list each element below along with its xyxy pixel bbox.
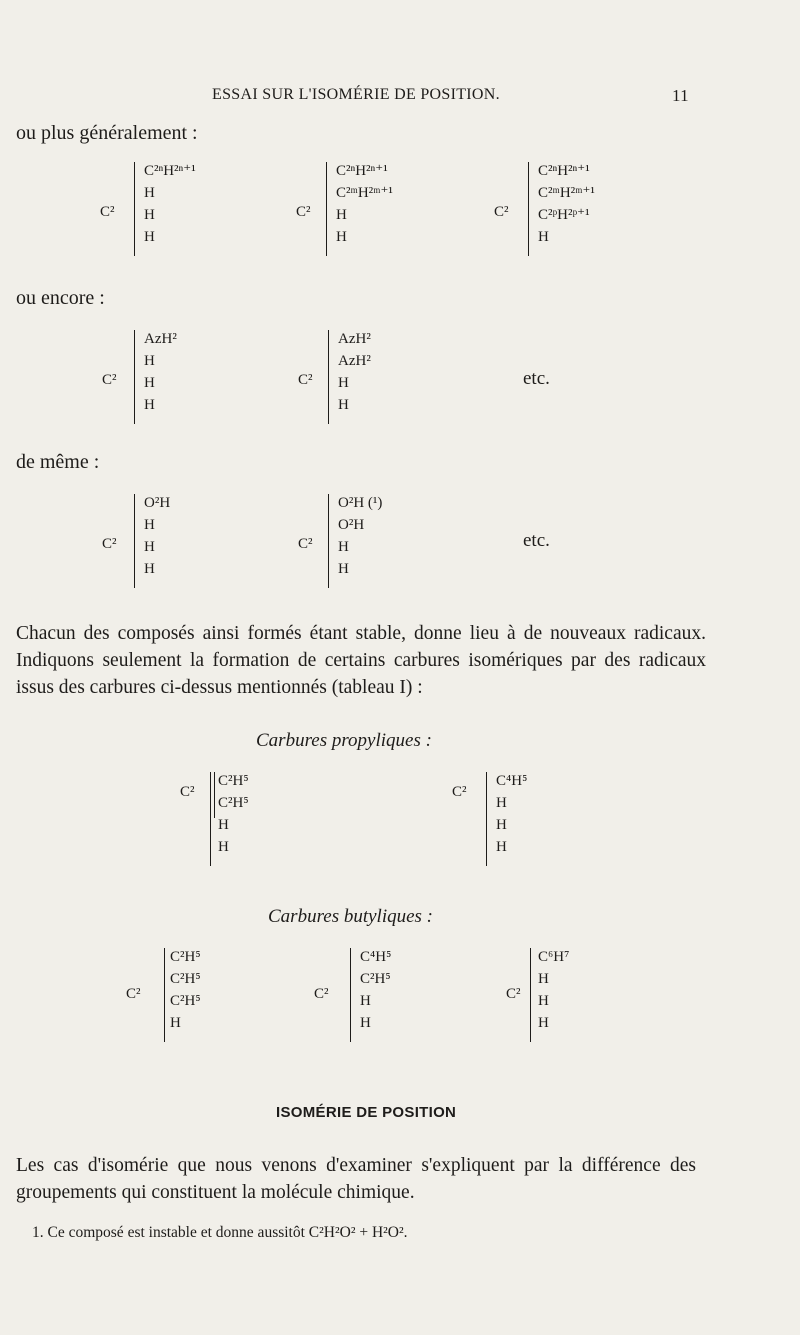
formula-rows (144, 492, 170, 580)
formula-bracket (210, 772, 211, 866)
formula-bracket-inner (214, 772, 215, 818)
formula-row: H (336, 229, 347, 245)
formula-row: C²ᵐH²ᵐ⁺¹ (538, 185, 595, 201)
formula-rows (170, 946, 201, 1034)
running-header (0, 86, 800, 110)
formula-rows (338, 492, 382, 580)
carbon-prefix: C² (494, 204, 509, 220)
formula-row: H (144, 517, 155, 533)
formula-bracket (530, 948, 531, 1042)
formula-row: H (338, 561, 349, 577)
carbon-prefix: C² (314, 986, 329, 1002)
formula-row: H (496, 795, 507, 811)
formula-row: H (538, 229, 549, 245)
running-title: ESSAI SUR L'ISOMÉRIE DE POSITION. (212, 86, 500, 103)
formula-row: H (360, 993, 371, 1009)
formula-bracket (134, 494, 135, 588)
formula-rows (218, 770, 249, 858)
carbon-prefix: C² (298, 372, 313, 388)
formula-row: H (360, 1015, 371, 1031)
footnote: 1. Ce composé est instable et donne aussitôt C²H²O² + H²O². (32, 1224, 408, 1241)
formula-rows (336, 160, 393, 248)
formula-row: H (496, 817, 507, 833)
formula-row: AzH² (338, 331, 371, 347)
formula-rows (144, 160, 196, 248)
formula-row: H (144, 185, 155, 201)
formula-row: C²ⁿH²ⁿ⁺¹ (144, 163, 196, 179)
formula-bracket (326, 162, 327, 256)
section-heading: ISOMÉRIE DE POSITION (276, 1104, 457, 1121)
carbon-prefix: C² (452, 784, 467, 800)
etc-text: etc. (523, 530, 550, 551)
caption-butyl: Carbures butyliques : (268, 906, 434, 927)
formula-row: H (538, 971, 549, 987)
formula-row: C²ᵖH²ᵖ⁺¹ (538, 207, 590, 223)
formula-bracket (164, 948, 165, 1042)
formula-row: C²ⁿH²ⁿ⁺¹ (336, 163, 388, 179)
carbon-prefix: C² (102, 372, 117, 388)
formula-row: H (338, 375, 349, 391)
page-number: 11 (672, 86, 689, 105)
formula-row: O²H (144, 495, 171, 511)
formula-row: H (144, 375, 155, 391)
formula-row: H (336, 207, 347, 223)
formula-bracket (134, 162, 135, 256)
formula-row: H (496, 839, 507, 855)
lead-text-encore: ou encore : (16, 287, 105, 309)
formula-bracket (134, 330, 135, 424)
formula-row: H (144, 539, 155, 555)
carbon-prefix: C² (506, 986, 521, 1002)
lead-text-de-meme: de même : (16, 451, 100, 473)
formula-row: H (218, 839, 229, 855)
formula-row: C²ᵐH²ᵐ⁺¹ (336, 185, 393, 201)
formula-row: C⁶H⁷ (538, 949, 570, 965)
formula-row: H (538, 1015, 549, 1031)
formula-rows (338, 328, 371, 416)
caption-propyl: Carbures propyliques : (256, 730, 432, 751)
formula-rows (144, 328, 177, 416)
formula-row: C²H⁵ (218, 795, 249, 811)
formula-row: H (144, 353, 155, 369)
formula-bracket (350, 948, 351, 1042)
carbon-prefix: C² (296, 204, 311, 220)
formula-row: H (144, 561, 155, 577)
formula-row: H (144, 207, 155, 223)
formula-rows (360, 946, 391, 1034)
carbon-prefix: C² (126, 986, 141, 1002)
formula-row: H (538, 993, 549, 1009)
paragraph-radicals: Chacun des composés ainsi formés étant stable, donne lieu à de nouveaux radicaux. Indiquons seulement la formation de certains carbures isomériques par des radicaux issus des carbures ci-dessus mentionnés (tableau I) : (16, 623, 706, 698)
formula-row: C²H⁵ (360, 971, 391, 987)
formula-row: AzH² (338, 353, 371, 369)
formula-bracket (328, 330, 329, 424)
formula-row: O²H (338, 517, 365, 533)
carbon-prefix: C² (180, 784, 195, 800)
carbon-prefix: C² (298, 536, 313, 552)
formula-row: H (338, 539, 349, 555)
etc-text: etc. (523, 368, 550, 389)
formula-row: H (144, 229, 155, 245)
formula-rows (538, 946, 569, 1034)
formula-bracket (328, 494, 329, 588)
formula-row: H (144, 397, 155, 413)
formula-row: H (338, 397, 349, 413)
formula-rows (538, 160, 595, 248)
formula-row: C²H⁵ (170, 993, 201, 1009)
carbon-prefix: C² (100, 204, 115, 220)
paragraph-isomerie: Les cas d'isomérie que nous venons d'examiner s'expliquent par la différence des groupements qui constituent la molécule chimique. (16, 1155, 696, 1203)
formula-row: C²H⁵ (170, 949, 201, 965)
formula-row: O²H (¹) (338, 495, 383, 511)
formula-bracket (528, 162, 529, 256)
formula-row: C²ⁿH²ⁿ⁺¹ (538, 163, 590, 179)
formula-row: C⁴H⁵ (496, 773, 528, 789)
formula-row: C⁴H⁵ (360, 949, 392, 965)
formula-rows (496, 770, 527, 858)
formula-row: H (218, 817, 229, 833)
lead-text-general: ou plus généralement : (16, 122, 198, 144)
formula-row: C²H⁵ (170, 971, 201, 987)
formula-bracket (486, 772, 487, 866)
formula-row: C²H⁵ (218, 773, 249, 789)
formula-row: H (170, 1015, 181, 1031)
carbon-prefix: C² (102, 536, 117, 552)
formula-row: AzH² (144, 331, 177, 347)
